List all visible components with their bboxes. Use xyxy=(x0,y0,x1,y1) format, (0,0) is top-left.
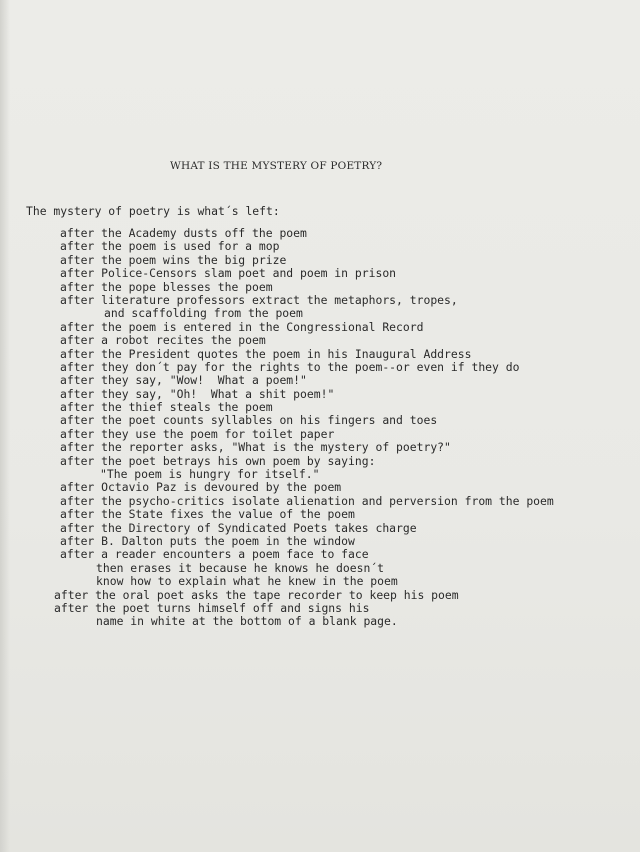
poem-intro: The mystery of poetry is what´s left: xyxy=(26,204,280,218)
poem-line: after B. Dalton puts the poem in the window xyxy=(60,533,355,548)
poem-line: after Octavio Paz is devoured by the poem xyxy=(60,480,342,495)
poem-line: after the psycho-critics isolate alienation and perversion from the poem xyxy=(60,493,554,508)
poem-line: and scaffolding from the poem xyxy=(104,306,303,321)
poem-title: WHAT IS THE MYSTERY OF POETRY? xyxy=(170,160,383,172)
poem-line: name in white at the bottom of a blank page. xyxy=(96,614,398,629)
poem-line: after the oral poet asks the tape recorder to keep his poem xyxy=(54,587,459,602)
poem-line: after the poem is used for a mop xyxy=(60,239,280,254)
poem-line: after a robot recites the poem xyxy=(60,333,266,348)
page-edge-shadow xyxy=(0,0,10,852)
poem-line: after the thief steals the poem xyxy=(60,400,273,415)
poem-line: after the pope blesses the poem xyxy=(60,279,273,294)
poem-line: after they use the poem for toilet paper xyxy=(60,426,335,441)
poem-body xyxy=(54,226,554,629)
poem-line: after the State fixes the value of the poem xyxy=(60,507,355,522)
poem-line: after the poet turns himself off and signs his xyxy=(54,600,370,615)
poem-line: after the Academy dusts off the poem xyxy=(60,226,307,240)
poem-line: after the reporter asks, "What is the mystery of poetry?" xyxy=(60,440,451,455)
poem-line: after they say, "Wow! What a poem!" xyxy=(60,373,307,388)
poem-line: know how to explain what he knew in the poem xyxy=(96,574,398,589)
poem-line: after the poem is entered in the Congressional Record xyxy=(60,319,424,334)
poem-line: after they don´t pay for the rights to the poem--or even if they do xyxy=(60,359,520,374)
poem-line: after they say, "Oh! What a shit poem!" xyxy=(60,386,335,401)
poem-line: after the poem wins the big prize xyxy=(60,252,287,267)
poem-line: after the poet betrays his own poem by saying: xyxy=(60,453,376,468)
poem-line: then erases it because he knows he doesn´t xyxy=(96,560,385,575)
poem-line: after a reader encounters a poem face to face xyxy=(60,547,369,562)
poem-line: after literature professors extract the metaphors, tropes, xyxy=(60,292,458,307)
poem-line: after the poet counts syllables on his fingers and toes xyxy=(60,413,438,428)
poem-line: after the President quotes the poem in his Inaugural Address xyxy=(60,346,472,361)
poem-line: after Police-Censors slam poet and poem in prison xyxy=(60,266,397,281)
poem-line: "The poem is hungry for itself." xyxy=(100,467,320,482)
poem-line: after the Directory of Syndicated Poets takes charge xyxy=(60,520,417,535)
